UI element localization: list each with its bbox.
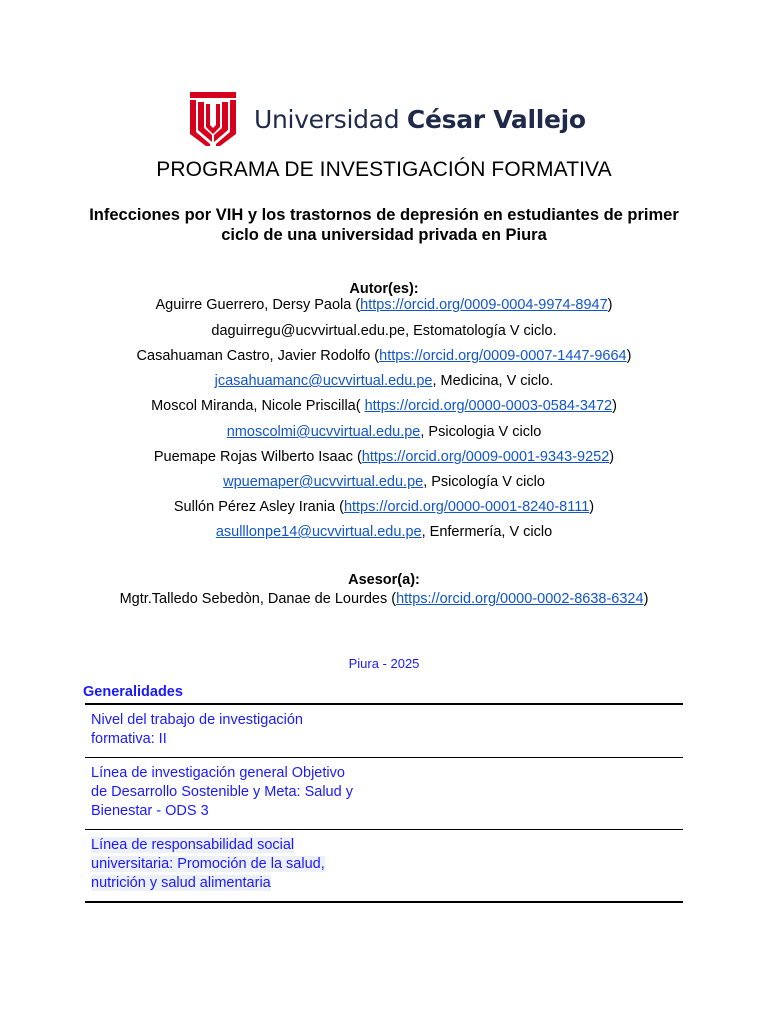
- email-text: daguirregu@ucvvirtual.edu.pe: [211, 323, 406, 339]
- university-name-bold: César Vallejo: [406, 104, 586, 134]
- advisor-name: Mgtr.Talledo Sebedòn, Danae de Lourdes (: [119, 591, 397, 607]
- author-detail: , Psicologia V ciclo: [420, 424, 542, 440]
- author-line: [0, 348, 768, 364]
- authors-label: Autor(es):: [349, 281, 419, 297]
- email-link[interactable]: jcasahuamanc@ucvvirtual.edu.pe: [214, 373, 433, 389]
- table-row: [85, 705, 683, 758]
- author-detail: , Estomatología V ciclo.: [405, 323, 557, 339]
- author-line: [0, 398, 768, 414]
- highlighted-text: Línea de responsabilidad social universitaria: Promoción de la salud, nutrición y salud alimentaria: [91, 837, 325, 891]
- author-email-line: [0, 524, 768, 540]
- author-detail: , Medicina, V ciclo.: [432, 373, 554, 389]
- author-name: Moscol Miranda, Nicole Priscilla(: [151, 398, 365, 414]
- orcid-link[interactable]: https://orcid.org/0000-0001-8240-8111: [343, 499, 590, 515]
- author-email-line: [0, 323, 768, 339]
- university-name: [254, 105, 586, 134]
- table-row: [85, 830, 683, 903]
- author-name: Puemape Rojas Wilberto Isaac (: [153, 449, 362, 465]
- university-name-regular: Universidad: [254, 104, 407, 134]
- table-cell: Línea de investigación general Objetivo de Desarrollo Sostenible y Meta: Salud y Bienestar - ODS 3: [91, 765, 353, 819]
- generalities-table: [85, 703, 683, 903]
- author-name-suffix: ): [589, 499, 595, 515]
- email-link[interactable]: wpuemaper@ucvvirtual.edu.pe: [223, 474, 424, 490]
- city-year: Piura - 2025: [348, 656, 420, 671]
- author-name-suffix: ): [612, 398, 617, 414]
- author-line: [0, 449, 768, 465]
- advisor-name-suffix: ): [643, 591, 649, 607]
- author-email-line: [0, 474, 768, 490]
- email-link[interactable]: nmoscolmi@ucvvirtual.edu.pe: [226, 424, 421, 440]
- table-cell: [91, 836, 361, 893]
- author-line: [0, 499, 768, 515]
- orcid-link[interactable]: https://orcid.org/0000-0003-0584-3472: [364, 398, 613, 414]
- university-logo: [190, 92, 586, 146]
- program-title: PROGRAMA DE INVESTIGACIÓN FORMATIVA: [156, 158, 612, 181]
- orcid-link[interactable]: https://orcid.org/0000-0002-8638-6324: [396, 591, 644, 607]
- author-name-suffix: ): [609, 449, 615, 465]
- author-name: Aguirre Guerrero, Dersy Paola (: [155, 297, 361, 313]
- advisor-line: [0, 591, 768, 607]
- author-name-suffix: ): [607, 297, 613, 313]
- email-link[interactable]: asulllonpe14@ucvvirtual.edu.pe: [215, 524, 422, 540]
- author-name-suffix: ): [626, 348, 632, 364]
- author-email-line: [0, 424, 768, 440]
- author-name: Casahuaman Castro, Javier Rodolfo (: [136, 348, 380, 364]
- document-title: Infecciones por VIH y los trastornos de depresión en estudiantes de primer ciclo de una universidad privada en Piura: [89, 206, 679, 244]
- author-line: [0, 297, 768, 313]
- orcid-link[interactable]: https://orcid.org/0009-0007-1447-9664: [379, 348, 627, 364]
- advisor-label: Asesor(a):: [348, 572, 420, 588]
- table-row: [85, 758, 683, 830]
- generalities-title: Generalidades: [83, 684, 183, 700]
- shield-emblem-icon: [190, 92, 236, 146]
- author-detail: , Psicología V ciclo: [423, 474, 545, 490]
- table-cell: Nivel del trabajo de investigación formativa: II: [91, 712, 303, 747]
- author-detail: , Enfermería, V ciclo: [421, 524, 553, 540]
- orcid-link[interactable]: https://orcid.org/0009-0004-9974-8947: [360, 297, 608, 313]
- author-name: Sullón Pérez Asley Irania (: [173, 499, 344, 515]
- author-email-line: [0, 373, 768, 389]
- orcid-link[interactable]: https://orcid.org/0009-0001-9343-9252: [361, 449, 610, 465]
